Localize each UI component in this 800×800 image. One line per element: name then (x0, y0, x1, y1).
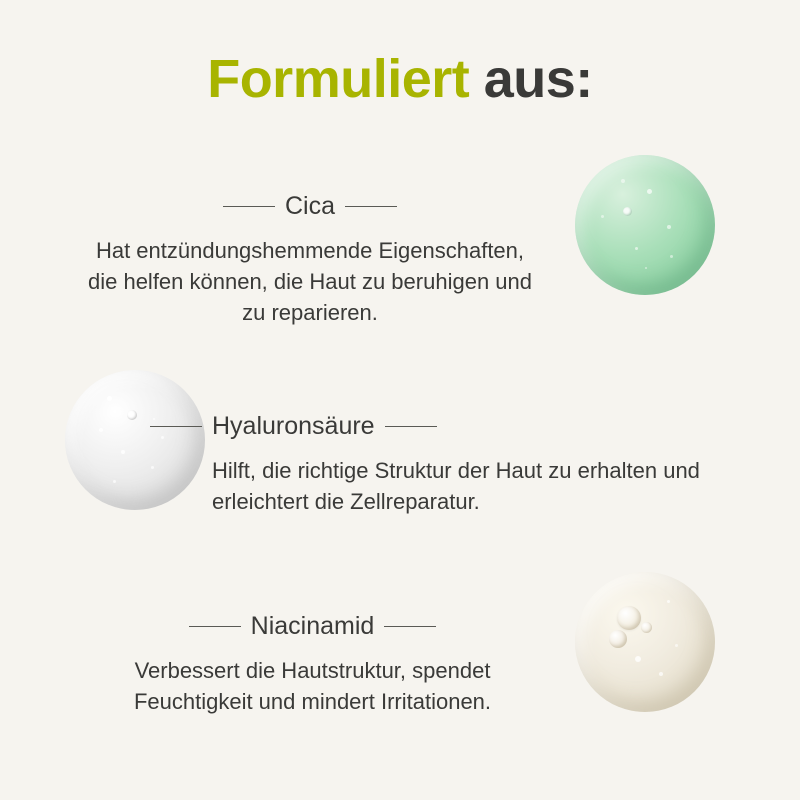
heading-rule-right (384, 626, 436, 627)
ingredient-cica-description: Hat entzündungshemmende Eigenschaften, die helfen können, die Haut zu beruhigen und zu reparieren. (87, 238, 532, 326)
ingredient-hyaluronic-acid-name: Hyaluronsäure (212, 412, 375, 440)
heading-rule-left (223, 206, 275, 207)
ingredient-hyaluronic-acid-heading (150, 412, 750, 441)
ingredient-niacinamide-heading (40, 612, 585, 641)
page-title-accent: Formuliert (207, 49, 470, 109)
cica-droplet (575, 155, 715, 295)
ingredient-hyaluronic-acid-description: Hilft, die richtige Struktur der Haut zu erhalten und erleichtert die Zellreparatur. (212, 458, 700, 515)
page-title-rest: aus: (469, 49, 593, 109)
ingredient-cica-heading (40, 192, 580, 221)
ingredient-niacinamide-description: Verbessert die Hautstruktur, spendet Feuchtigkeit und mindert Irritationen. (133, 658, 492, 715)
page-title (0, 48, 800, 110)
ingredient-cica (40, 192, 580, 329)
ingredient-niacinamide-name: Niacinamid (250, 612, 375, 640)
ingredient-cica-name: Cica (284, 192, 335, 220)
heading-rule-left (150, 426, 202, 427)
ingredient-niacinamide (40, 612, 585, 717)
niacinamide-droplet (575, 572, 715, 712)
heading-rule-right (385, 426, 437, 427)
ingredient-hyaluronic-acid (150, 412, 750, 517)
heading-rule-left (189, 626, 241, 627)
heading-rule-right (345, 206, 397, 207)
